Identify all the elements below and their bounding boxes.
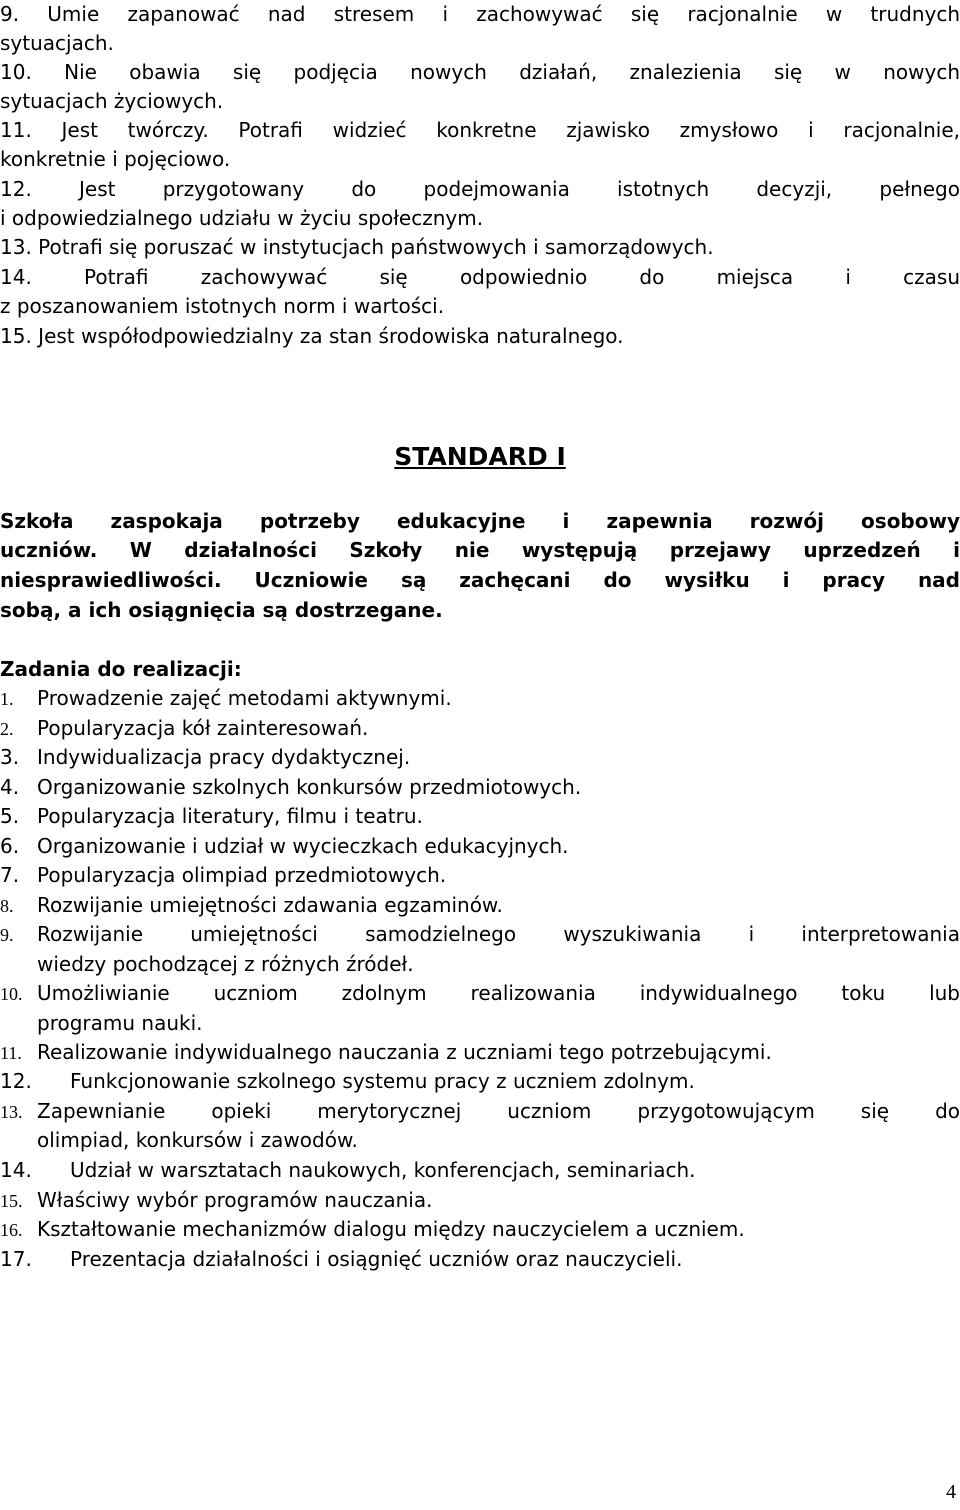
task-item [0, 1215, 745, 1244]
task-text: Właściwy wybór programów nauczania. [37, 1188, 433, 1212]
task-text: Popularyzacja olimpiad przedmiotowych. [37, 863, 447, 887]
intro-item-11-line-2: konkretnie i pojęciowo. [0, 147, 231, 171]
standard-description-line-1: Szkoła zaspokaja potrzeby edukacyjne i zapewnia rozwój osobowy [0, 509, 960, 533]
task-text: Funkcjonowanie szkolnego systemu pracy z uczniem zdolnym. [70, 1069, 695, 1093]
intro-item-12-line-1: 12. Jest przygotowany do podejmowania istotnych decyzji, pełnego [0, 177, 960, 201]
intro-item-15: 15. Jest współodpowiedzialny za stan środowiska naturalnego. [0, 324, 624, 348]
standard-description-line-4: sobą, a ich osiągnięcia są dostrzegane. [0, 598, 443, 622]
task-item [0, 684, 452, 713]
task-item [0, 861, 446, 890]
task-item [0, 773, 581, 802]
task-item [0, 920, 960, 949]
intro-item-14-line-1: 14. Potrafi zachowywać się odpowiednio do miejsca i czasu [0, 265, 960, 289]
task-number: 2. [0, 719, 14, 739]
task-item [0, 1186, 432, 1215]
intro-item-13: 13. Potrafi się poruszać w instytucjach państwowych i samorządowych. [0, 235, 714, 259]
task-text: Popularyzacja literatury, filmu i teatru. [37, 804, 423, 828]
task-number: 12. [0, 1069, 32, 1093]
task-item [0, 1097, 960, 1126]
task-text: Udział w warsztatach naukowych, konferencjach, seminariach. [70, 1158, 696, 1182]
task-text: Organizowanie i udział w wycieczkach edukacyjnych. [37, 834, 569, 858]
task-text-continuation: programu nauki. [37, 1011, 203, 1035]
intro-item-10-line-1: 10. Nie obawia się podjęcia nowych działań, znalezienia się w nowych [0, 60, 960, 84]
standard-description-line-2: uczniów. W działalności Szkoły nie występują przejawy uprzedzeń i [0, 538, 960, 562]
task-text: Kształtowanie mechanizmów dialogu między nauczycielem a uczniem. [37, 1217, 745, 1241]
task-text: Rozwijanie umiejętności zdawania egzaminów. [37, 893, 503, 917]
task-text: Organizowanie szkolnych konkursów przedmiotowych. [37, 775, 582, 799]
page-number: 4 [946, 1481, 956, 1503]
task-number: 8. [0, 896, 14, 916]
intro-item-9-line-1: 9. Umie zapanować nad stresem i zachowywać się racjonalnie w trudnych [0, 2, 960, 26]
task-number: 16. [0, 1220, 23, 1240]
task-number: 1. [0, 689, 14, 709]
task-text: Zapewnianie opieki merytorycznej uczniom przygotowującym się do [37, 1099, 960, 1123]
intro-item-12-line-2: i odpowiedzialnego udziału w życiu społecznym. [0, 206, 484, 230]
task-number: 14. [0, 1158, 32, 1182]
task-number: 4. [0, 775, 20, 799]
task-text: Umożliwianie uczniom zdolnym realizowania indywidualnego toku lub [37, 981, 960, 1005]
task-item [0, 743, 410, 772]
intro-item-14-line-2: z poszanowaniem istotnych norm i wartości. [0, 294, 445, 318]
task-text: Realizowanie indywidualnego nauczania z uczniami tego potrzebującymi. [37, 1040, 772, 1064]
task-number: 10. [0, 984, 23, 1004]
task-item [0, 1245, 682, 1274]
task-text: Popularyzacja kół zainteresowań. [37, 716, 369, 740]
task-text-continuation: olimpiad, konkursów i zawodów. [37, 1128, 358, 1152]
task-number: 6. [0, 834, 20, 858]
task-number: 5. [0, 804, 20, 828]
intro-item-9-line-2: sytuacjach. [0, 31, 114, 55]
task-number: 15. [0, 1191, 23, 1211]
task-item [0, 714, 368, 743]
intro-item-10-line-2: sytuacjach życiowych. [0, 89, 224, 113]
task-item [0, 891, 503, 920]
task-item [0, 1038, 772, 1067]
task-text: Indywidualizacja pracy dydaktycznej. [37, 745, 411, 769]
task-item [0, 979, 960, 1008]
intro-item-11-line-1: 11. Jest twórczy. Potrafi widzieć konkretne zjawisko zmysłowo i racjonalnie, [0, 118, 960, 142]
task-number: 11. [0, 1043, 22, 1063]
standard-description-line-3: niesprawiedliwości. Uczniowie są zachęcani do wysiłku i pracy nad [0, 568, 960, 592]
task-number: 3. [0, 745, 20, 769]
task-item [0, 1067, 695, 1096]
task-number: 9. [0, 925, 14, 945]
tasks-heading: Zadania do realizacji: [0, 657, 242, 681]
task-number: 17. [0, 1247, 32, 1271]
task-number: 13. [0, 1102, 23, 1122]
standard-title: STANDARD I [394, 442, 566, 471]
task-number: 7. [0, 863, 20, 887]
task-item [0, 1156, 696, 1185]
task-text-continuation: wiedzy pochodzącej z różnych źródeł. [37, 952, 414, 976]
task-text: Prezentacja działalności i osiągnięć uczniów oraz nauczycieli. [70, 1247, 683, 1271]
task-item [0, 802, 423, 831]
task-text: Prowadzenie zajęć metodami aktywnymi. [37, 686, 452, 710]
task-item [0, 832, 569, 861]
task-text: Rozwijanie umiejętności samodzielnego wyszukiwania i interpretowania [37, 922, 960, 946]
